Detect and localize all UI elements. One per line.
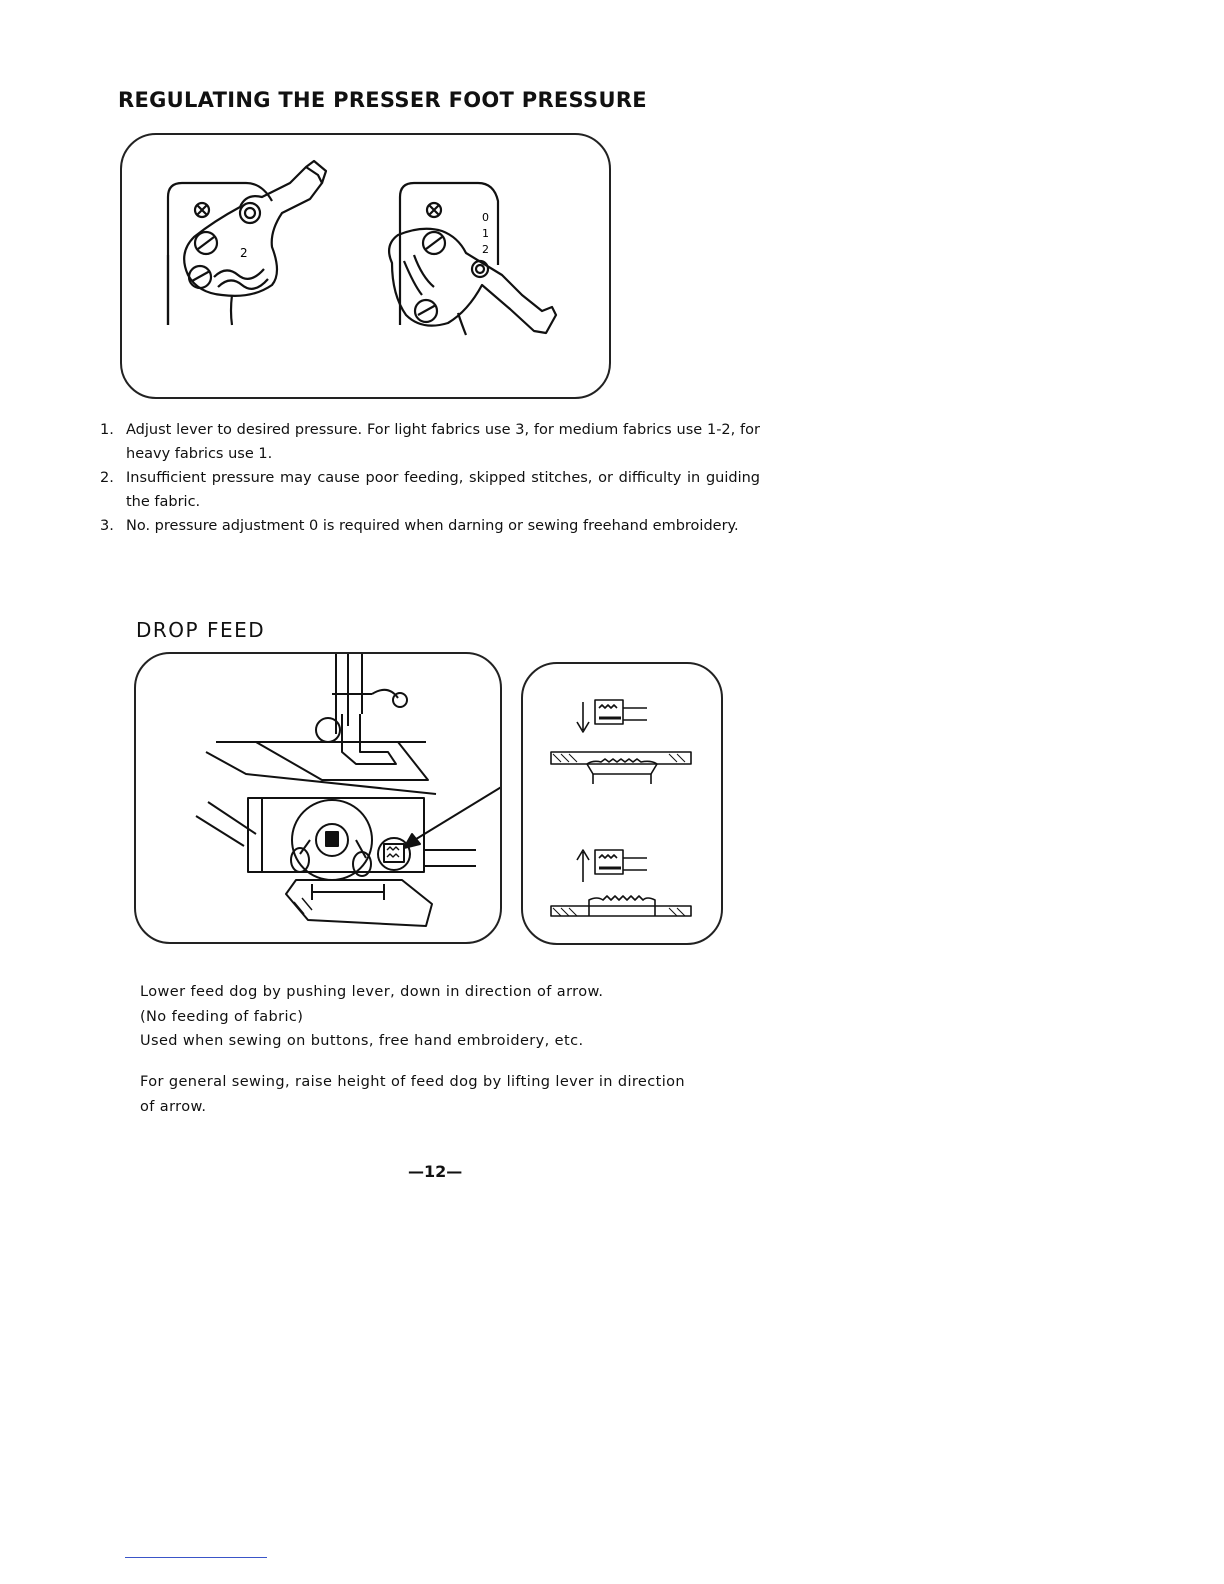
presser-foot-figure	[120, 133, 611, 399]
instruction-item	[100, 418, 760, 466]
right-dial-mark-1: 1	[482, 227, 489, 240]
feed-dog-diagram	[521, 662, 723, 945]
instruction-text: No. pressure adjustment 0 is required when darning or sewing freehand embroidery.	[126, 518, 739, 534]
instruction-text: Adjust lever to desired pressure. For light fabrics use 3, for medium fabrics use 1-2, for heavy fabrics use 1.	[126, 422, 760, 462]
drop-feed-line: (No feeding of fabric)	[140, 1008, 304, 1025]
left-dial-mark: 2	[240, 246, 248, 260]
presser-foot-illustration	[122, 135, 609, 397]
drop-feed-paragraph-raise: For general sewing, raise height of feed dog by lifting lever in direction of arrow.	[140, 1074, 685, 1115]
instruction-number: 2.	[100, 470, 114, 486]
instruction-number: 3.	[100, 518, 114, 534]
footer-rule	[125, 1557, 267, 1558]
drop-feed-line: Lower feed dog by pushing lever, down in direction of arrow.	[140, 984, 604, 1000]
instruction-number: 1.	[100, 422, 114, 438]
drop-feed-line: Used when sewing on buttons, free hand embroidery, etc.	[140, 1033, 584, 1049]
drop-feed-machine-figure	[134, 652, 502, 944]
instruction-item	[100, 514, 760, 538]
drop-feed-machine-illustration	[136, 654, 500, 942]
drop-feed-paragraph-lower	[140, 980, 700, 1054]
section-title-presser-foot: REGULATING THE PRESSER FOOT PRESSURE	[118, 88, 647, 112]
instruction-text: Insufficient pressure may cause poor feeding, skipped stitches, or difficulty in guiding the fabric.	[126, 470, 760, 510]
presser-foot-instructions	[100, 418, 760, 538]
instruction-item	[100, 466, 760, 514]
feed-dog-diagram-illustration	[523, 664, 721, 943]
section-title-drop-feed: DROP FEED	[136, 618, 266, 642]
right-dial-mark-0: 0	[482, 211, 489, 224]
right-dial-mark-2: 2	[482, 243, 489, 256]
page-number: —12—	[408, 1162, 463, 1181]
